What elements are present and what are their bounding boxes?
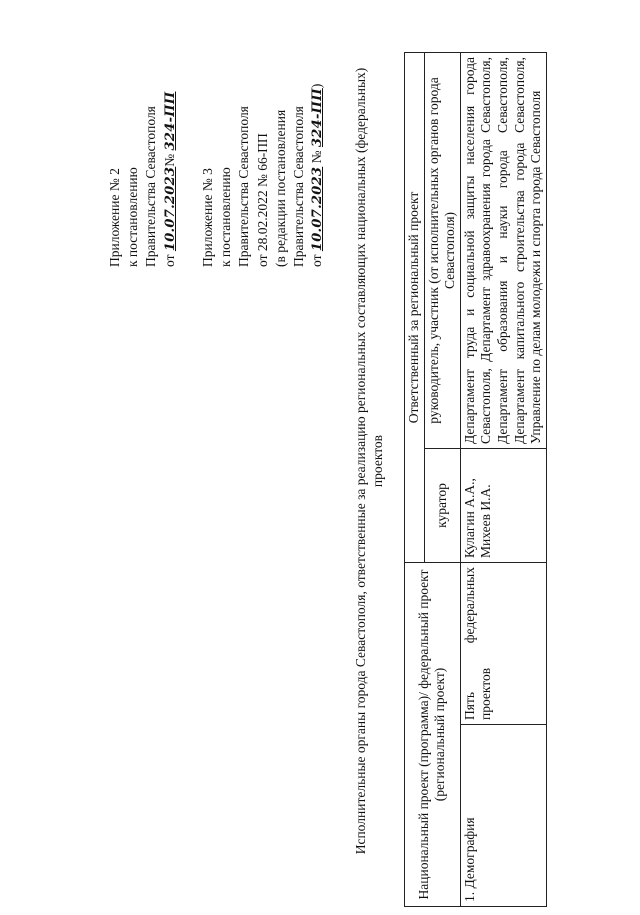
- cell-curator: Кулагин А.А., Михеев И.А.: [460, 449, 546, 563]
- cell-federal-project: Пять федеральных проектов: [460, 563, 546, 725]
- annex-3-ref: к постановлению: [218, 167, 234, 267]
- header-leader: руководитель, участник (от исполнительных органов города Севастополя): [424, 53, 460, 449]
- table-row: [460, 53, 546, 907]
- annex-2-handwritten-number: 324-ПП: [162, 91, 178, 151]
- annex-3-close-paren: ): [309, 83, 325, 89]
- annex-3-header: [199, 84, 327, 267]
- annex-3-date-prefix: от: [309, 254, 325, 267]
- cell-national-project: 1. Демография: [460, 725, 546, 907]
- annex-2-title: Приложение № 2: [107, 168, 122, 267]
- annex-3-revision-note: (в редакции постановления: [272, 109, 288, 267]
- header-project: Национальный проект (программа)/ федеральный проект (региональный проект): [405, 563, 461, 907]
- annex-2-authority: Правительства Севастополя: [143, 106, 159, 267]
- annex-2-date-line: [161, 92, 180, 267]
- annex-3-title: Приложение № 3: [200, 168, 215, 267]
- table-header-row: [405, 53, 425, 907]
- annex-3-date-line: [308, 84, 327, 267]
- annex-3-number-prefix: №: [309, 150, 325, 164]
- header-curator: куратор: [424, 449, 460, 563]
- cell-leader: Департамент труда и социальной защиты населения города Севастополя, Департамент здравоохранения города Севастополя, Департамент образования и науки города Севастополя, Департамент капитального строительства города Севастополя, Управление по делам молодежи и спорта города Севастополя: [460, 53, 546, 449]
- annex-3-authority: Правительства Севастополя: [236, 106, 252, 267]
- annex-2-header: [106, 92, 180, 267]
- annex-3-revision-authority: Правительства Севастополя: [291, 106, 307, 267]
- annex-3-original-date: от 28.02.2022 № 66-ПП: [254, 133, 270, 267]
- annex-2-number-prefix: №: [161, 153, 177, 167]
- annex-2-ref: к постановлению: [125, 167, 141, 267]
- annex-2-handwritten-date: 10.07.2023: [162, 166, 178, 252]
- header-responsible: Ответственный за региональный проект: [405, 53, 425, 563]
- annex-3-handwritten-date: 10.07.2023: [310, 166, 326, 252]
- annex-3-handwritten-number: 324-ПП: [310, 88, 326, 148]
- responsibility-table: [404, 52, 547, 907]
- annex-2-date-prefix: от: [161, 254, 177, 267]
- document-title: Исполнительные органы города Севастополя, ответственные за реализацию региональных составляющих национальных (федеральных) проектов: [353, 67, 385, 855]
